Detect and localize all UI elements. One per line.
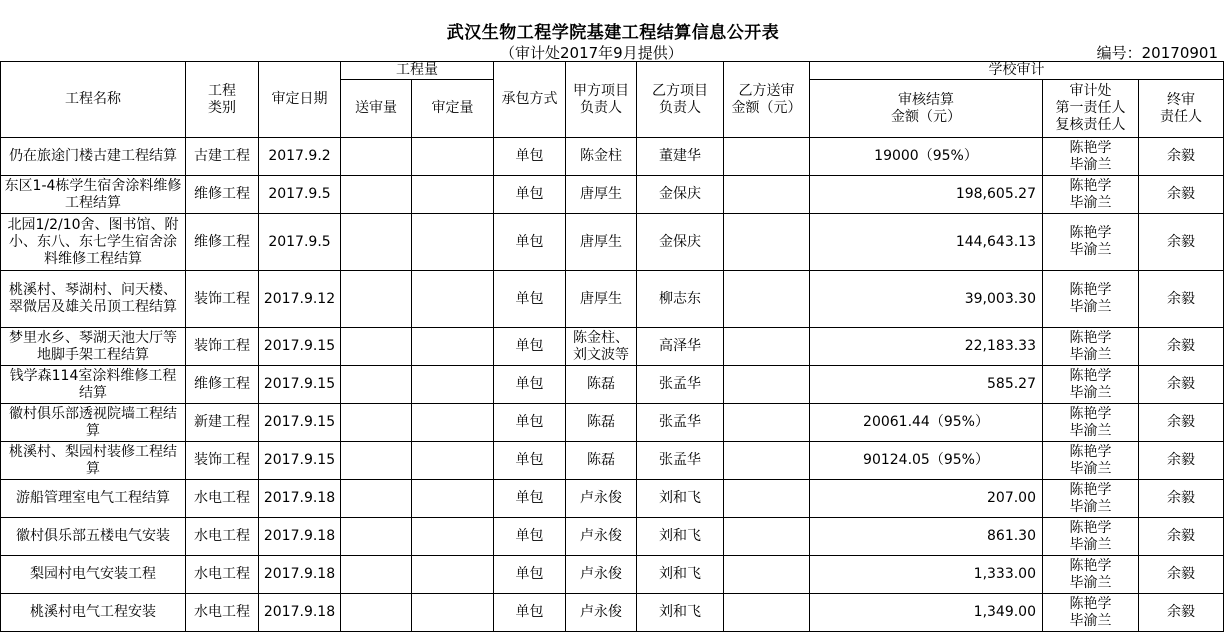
- header-contract-mode: 承包方式: [494, 62, 566, 138]
- cell-project-name[interactable]: 梦里水乡、琴湖天池大厅等地脚手架工程结算: [1, 328, 186, 366]
- cell-party-b[interactable]: 张孟华: [637, 366, 724, 404]
- cell-date[interactable]: 2017.9.15: [259, 404, 341, 442]
- cell-contract-mode[interactable]: 单包: [494, 138, 566, 176]
- cell-approved-qty[interactable]: [412, 404, 494, 442]
- cell-submitted-qty[interactable]: [341, 176, 412, 214]
- cell-reviewer[interactable]: 陈艳学 毕渝兰: [1043, 176, 1139, 214]
- cell-submitted-qty[interactable]: [341, 556, 412, 594]
- cell-reviewer[interactable]: 陈艳学 毕渝兰: [1043, 518, 1139, 556]
- table-row: [1, 556, 1224, 594]
- cell-project-name[interactable]: 桃溪村、琴湖村、问天楼、翠微居及雄关吊顶工程结算: [1, 271, 186, 328]
- cell-party-b[interactable]: 柳志东: [637, 271, 724, 328]
- cell-audit-amount[interactable]: 39,003.30: [810, 271, 1043, 328]
- cell-contract-mode[interactable]: 单包: [494, 366, 566, 404]
- cell-project-name[interactable]: 徽村俱乐部透视院墙工程结算: [1, 404, 186, 442]
- table-row: [1, 271, 1224, 328]
- cell-category[interactable]: 维修工程: [186, 214, 259, 271]
- cell-party-b-amount[interactable]: [724, 404, 810, 442]
- cell-contract-mode[interactable]: 单包: [494, 271, 566, 328]
- cell-audit-amount[interactable]: 90124.05（95%）: [810, 442, 1043, 480]
- cell-party-b-amount[interactable]: [724, 594, 810, 632]
- cell-date[interactable]: 2017.9.18: [259, 556, 341, 594]
- cell-category[interactable]: 水电工程: [186, 480, 259, 518]
- cell-category[interactable]: 维修工程: [186, 176, 259, 214]
- cell-party-b[interactable]: 刘和飞: [637, 518, 724, 556]
- cell-party-b[interactable]: 董建华: [637, 138, 724, 176]
- page-subtitle: （审计处2017年9月提供）: [500, 44, 683, 62]
- cell-party-b[interactable]: 刘和飞: [637, 480, 724, 518]
- cell-date[interactable]: 2017.9.2: [259, 138, 341, 176]
- header-audit-group: 学校审计: [810, 62, 1224, 80]
- cell-submitted-qty[interactable]: [341, 271, 412, 328]
- cell-party-b-amount[interactable]: [724, 556, 810, 594]
- cell-audit-amount[interactable]: 19000（95%）: [810, 138, 1043, 176]
- cell-party-a[interactable]: 卢永俊: [566, 556, 637, 594]
- cell-audit-amount[interactable]: 1,349.00: [810, 594, 1043, 632]
- cell-approved-qty[interactable]: [412, 518, 494, 556]
- cell-final-reviewer[interactable]: 余毅: [1139, 214, 1224, 271]
- header-party-b-amount: 乙方送审 金额（元）: [724, 62, 810, 138]
- cell-contract-mode[interactable]: 单包: [494, 480, 566, 518]
- cell-project-name[interactable]: 梨园村电气安装工程: [1, 556, 186, 594]
- cell-reviewer[interactable]: 陈艳学 毕渝兰: [1043, 328, 1139, 366]
- cell-audit-amount[interactable]: 585.27: [810, 366, 1043, 404]
- table-row: [1, 594, 1224, 632]
- table-row: [1, 366, 1224, 404]
- cell-party-b[interactable]: 高泽华: [637, 328, 724, 366]
- cell-contract-mode[interactable]: 单包: [494, 404, 566, 442]
- cell-project-name[interactable]: 钱学森114室涂料维修工程结算: [1, 366, 186, 404]
- cell-approved-qty[interactable]: [412, 594, 494, 632]
- cell-final-reviewer[interactable]: 余毅: [1139, 480, 1224, 518]
- cell-approved-qty[interactable]: [412, 271, 494, 328]
- cell-reviewer[interactable]: 陈艳学 毕渝兰: [1043, 594, 1139, 632]
- cell-final-reviewer[interactable]: 余毅: [1139, 366, 1224, 404]
- cell-party-a[interactable]: 唐厚生: [566, 271, 637, 328]
- cell-date[interactable]: 2017.9.15: [259, 442, 341, 480]
- table-row: [1, 404, 1224, 442]
- table-row: [1, 214, 1224, 271]
- cell-date[interactable]: 2017.9.18: [259, 518, 341, 556]
- cell-date[interactable]: 2017.9.15: [259, 366, 341, 404]
- cell-contract-mode[interactable]: 单包: [494, 556, 566, 594]
- cell-party-b[interactable]: 刘和飞: [637, 556, 724, 594]
- cell-final-reviewer[interactable]: 余毅: [1139, 271, 1224, 328]
- cell-submitted-qty[interactable]: [341, 480, 412, 518]
- header-reviewer: 审计处 第一责任人 复核责任人: [1043, 80, 1139, 138]
- cell-party-b-amount[interactable]: [724, 480, 810, 518]
- cell-reviewer[interactable]: 陈艳学 毕渝兰: [1043, 442, 1139, 480]
- cell-project-name[interactable]: 徽村俱乐部五楼电气安装: [1, 518, 186, 556]
- cell-category[interactable]: 装饰工程: [186, 328, 259, 366]
- header-submitted-qty: 送审量: [341, 80, 412, 138]
- cell-final-reviewer[interactable]: 余毅: [1139, 176, 1224, 214]
- cell-party-b[interactable]: 金保庆: [637, 176, 724, 214]
- table-row: [1, 138, 1224, 176]
- cell-party-b[interactable]: 金保庆: [637, 214, 724, 271]
- cell-reviewer[interactable]: 陈艳学 毕渝兰: [1043, 138, 1139, 176]
- cell-date[interactable]: 2017.9.18: [259, 480, 341, 518]
- cell-party-a[interactable]: 唐厚生: [566, 176, 637, 214]
- cell-submitted-qty[interactable]: [341, 328, 412, 366]
- cell-project-name[interactable]: 桃溪村、梨园村装修工程结算: [1, 442, 186, 480]
- cell-date[interactable]: 2017.9.15: [259, 328, 341, 366]
- settlement-table: [0, 61, 1224, 632]
- cell-final-reviewer[interactable]: 余毅: [1139, 328, 1224, 366]
- cell-party-a[interactable]: 陈磊: [566, 404, 637, 442]
- cell-reviewer[interactable]: 陈艳学 毕渝兰: [1043, 214, 1139, 271]
- cell-contract-mode[interactable]: 单包: [494, 442, 566, 480]
- cell-contract-mode[interactable]: 单包: [494, 214, 566, 271]
- cell-contract-mode[interactable]: 单包: [494, 176, 566, 214]
- cell-approved-qty[interactable]: [412, 366, 494, 404]
- cell-final-reviewer[interactable]: 余毅: [1139, 138, 1224, 176]
- cell-submitted-qty[interactable]: [341, 138, 412, 176]
- header-party-b: 乙方项目 负责人: [637, 62, 724, 138]
- cell-approved-qty[interactable]: [412, 480, 494, 518]
- cell-project-name[interactable]: 游船管理室电气工程结算: [1, 480, 186, 518]
- cell-reviewer[interactable]: 陈艳学 毕渝兰: [1043, 480, 1139, 518]
- header-date: 审定日期: [259, 62, 341, 138]
- cell-reviewer[interactable]: 陈艳学 毕渝兰: [1043, 556, 1139, 594]
- cell-party-a[interactable]: 唐厚生: [566, 214, 637, 271]
- table-row: [1, 328, 1224, 366]
- cell-party-b[interactable]: 刘和飞: [637, 594, 724, 632]
- cell-party-b-amount[interactable]: [724, 176, 810, 214]
- cell-project-name[interactable]: 桃溪村电气工程安装: [1, 594, 186, 632]
- cell-final-reviewer[interactable]: 余毅: [1139, 442, 1224, 480]
- cell-audit-amount[interactable]: 1,333.00: [810, 556, 1043, 594]
- cell-party-b-amount[interactable]: [724, 518, 810, 556]
- cell-final-reviewer[interactable]: 余毅: [1139, 404, 1224, 442]
- cell-approved-qty[interactable]: [412, 328, 494, 366]
- cell-project-name[interactable]: 仍在旅途门楼古建工程结算: [1, 138, 186, 176]
- cell-category[interactable]: 水电工程: [186, 594, 259, 632]
- cell-approved-qty[interactable]: [412, 138, 494, 176]
- cell-party-b-amount[interactable]: [724, 442, 810, 480]
- cell-contract-mode[interactable]: 单包: [494, 594, 566, 632]
- cell-party-b[interactable]: 张孟华: [637, 404, 724, 442]
- cell-party-a[interactable]: 陈磊: [566, 366, 637, 404]
- cell-party-b-amount[interactable]: [724, 328, 810, 366]
- cell-audit-amount[interactable]: 861.30: [810, 518, 1043, 556]
- cell-final-reviewer[interactable]: 余毅: [1139, 594, 1224, 632]
- cell-party-b-amount[interactable]: [724, 271, 810, 328]
- cell-contract-mode[interactable]: 单包: [494, 518, 566, 556]
- cell-project-name[interactable]: 东区1-4栋学生宿舍涂料维修工程结算: [1, 176, 186, 214]
- cell-approved-qty[interactable]: [412, 214, 494, 271]
- cell-party-a[interactable]: 卢永俊: [566, 518, 637, 556]
- cell-party-b[interactable]: 张孟华: [637, 442, 724, 480]
- table-row: [1, 480, 1224, 518]
- cell-party-b-amount[interactable]: [724, 214, 810, 271]
- cell-approved-qty[interactable]: [412, 556, 494, 594]
- cell-submitted-qty[interactable]: [341, 518, 412, 556]
- cell-reviewer[interactable]: 陈艳学 毕渝兰: [1043, 366, 1139, 404]
- cell-date[interactable]: 2017.9.12: [259, 271, 341, 328]
- header-approved-qty: 审定量: [412, 80, 494, 138]
- cell-audit-amount[interactable]: 22,183.33: [810, 328, 1043, 366]
- cell-contract-mode[interactable]: 单包: [494, 328, 566, 366]
- cell-audit-amount[interactable]: 144,643.13: [810, 214, 1043, 271]
- cell-submitted-qty[interactable]: [341, 214, 412, 271]
- cell-approved-qty[interactable]: [412, 442, 494, 480]
- table-row: [1, 176, 1224, 214]
- cell-final-reviewer[interactable]: 余毅: [1139, 518, 1224, 556]
- cell-submitted-qty[interactable]: [341, 594, 412, 632]
- cell-category[interactable]: 装饰工程: [186, 442, 259, 480]
- header-project-name: 工程名称: [1, 62, 186, 138]
- cell-approved-qty[interactable]: [412, 176, 494, 214]
- header-final-reviewer: 终审 责任人: [1139, 80, 1224, 138]
- header-audit-amount: 审核结算 金额（元）: [810, 80, 1043, 138]
- cell-date[interactable]: 2017.9.5: [259, 214, 341, 271]
- cell-party-a[interactable]: 陈金柱: [566, 138, 637, 176]
- cell-audit-amount[interactable]: 20061.44（95%）: [810, 404, 1043, 442]
- cell-category[interactable]: 新建工程: [186, 404, 259, 442]
- page-title: 武汉生物工程学院基建工程结算信息公开表: [446, 23, 780, 43]
- cell-submitted-qty[interactable]: [341, 366, 412, 404]
- cell-audit-amount[interactable]: 198,605.27: [810, 176, 1043, 214]
- cell-audit-amount[interactable]: 207.00: [810, 480, 1043, 518]
- cell-category[interactable]: 水电工程: [186, 518, 259, 556]
- cell-submitted-qty[interactable]: [341, 404, 412, 442]
- cell-category[interactable]: 古建工程: [186, 138, 259, 176]
- cell-party-a[interactable]: 陈金柱、刘文波等: [566, 328, 637, 366]
- cell-project-name[interactable]: 北园1/2/10舍、图书馆、附小、东八、东七学生宿舍涂料维修工程结算: [1, 214, 186, 271]
- document-number: 编号：20170901: [1096, 44, 1218, 62]
- cell-reviewer[interactable]: 陈艳学 毕渝兰: [1043, 404, 1139, 442]
- table-row: [1, 442, 1224, 480]
- cell-date[interactable]: 2017.9.5: [259, 176, 341, 214]
- cell-party-a[interactable]: 陈磊: [566, 442, 637, 480]
- cell-category[interactable]: 维修工程: [186, 366, 259, 404]
- cell-category[interactable]: 水电工程: [186, 556, 259, 594]
- cell-party-a[interactable]: 卢永俊: [566, 594, 637, 632]
- cell-date[interactable]: 2017.9.18: [259, 594, 341, 632]
- cell-party-b-amount[interactable]: [724, 366, 810, 404]
- cell-submitted-qty[interactable]: [341, 442, 412, 480]
- cell-final-reviewer[interactable]: 余毅: [1139, 556, 1224, 594]
- header-party-a: 甲方项目 负责人: [566, 62, 637, 138]
- cell-category[interactable]: 装饰工程: [186, 271, 259, 328]
- cell-reviewer[interactable]: 陈艳学 毕渝兰: [1043, 271, 1139, 328]
- table-row: [1, 518, 1224, 556]
- header-category: 工程 类别: [186, 62, 259, 138]
- cell-party-a[interactable]: 卢永俊: [566, 480, 637, 518]
- header-quantity-group: 工程量: [341, 62, 494, 80]
- cell-party-b-amount[interactable]: [724, 138, 810, 176]
